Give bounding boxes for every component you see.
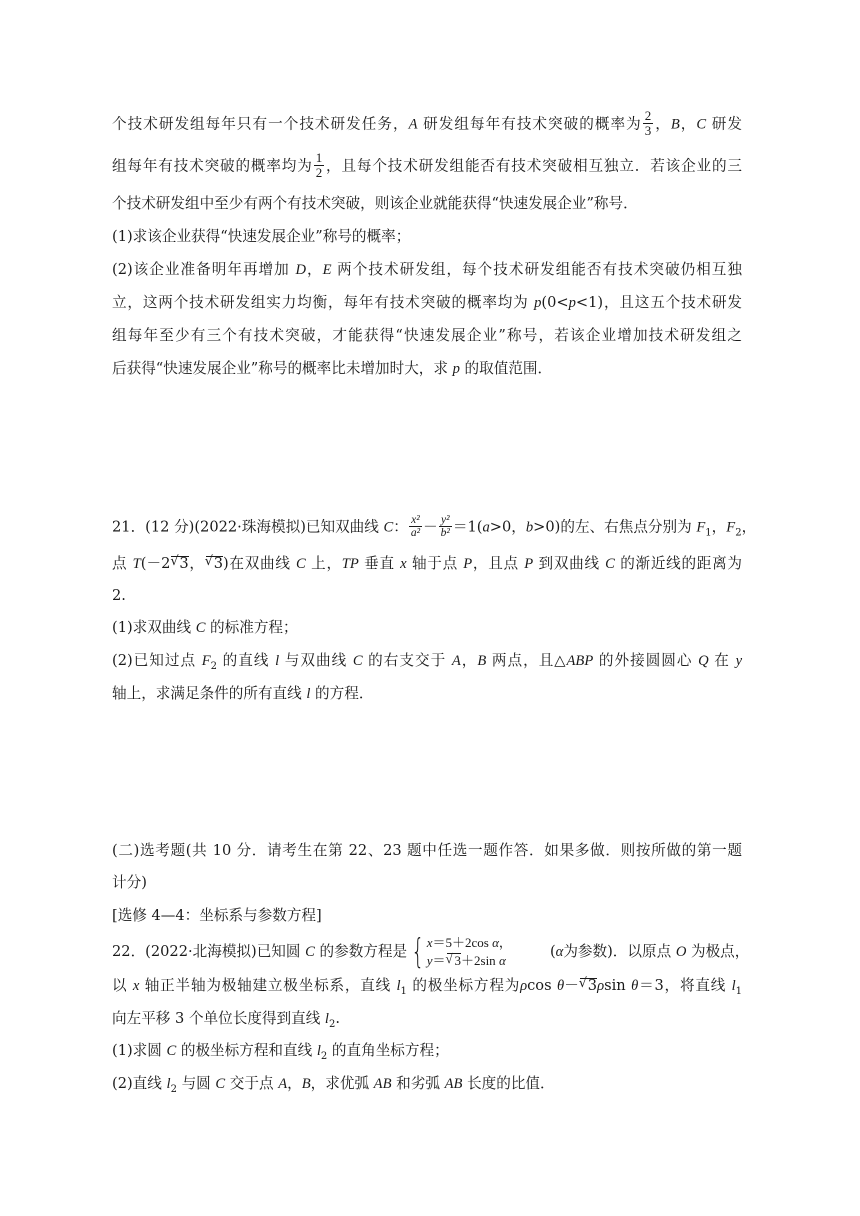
- parametric-system: [407, 934, 512, 970]
- q20-part-2-line-3: 组每年至少有三个有技术突破，才能获得“快速发展企业”称号，若该企业增加技术研发组之: [112, 327, 742, 344]
- fraction-x2-a2: $\frac{\text{x²}}{\text{a²}}$: [410, 514, 421, 539]
- q20-part-2-line-1: (2)该企业准备明年再增加 D，E 两个技术研发组，每个技术研发组能否有技术突破仍相互独: [112, 261, 742, 278]
- system-row-2: y＝√ 3＋2sin α: [427, 952, 512, 970]
- q20-part-2-line-2: 立，这两个技术研发组实力均衡，每年有技术突破的概率均为 p(0<p<1)，且这五个技术研发: [112, 294, 742, 311]
- left-brace-icon: {: [411, 932, 425, 972]
- q22-line-1: 22．(2022·北海模拟)已知圆 C 的参数方程是 { x＝5＋2cos α， y＝√ 3＋2sin α (α为参数)．以原点 O 为极点，: [112, 932, 742, 972]
- q22-line-2: 以 x 轴正半轴为极轴建立极坐标系，直线 $l_1$ 的极坐标方程为ρcos θ－√ 3ρsin θ＝3，将直线 $l_1$: [112, 975, 742, 1003]
- q21-line-1: 21．(12 分)(2022·珠海模拟)已知双曲线 C： $\frac{\text{x²}}{\text{a²}}$ － $\frac{\text{y²}}{\text{b²}}$ ＝1(a>0，b>0)的左、右焦点分别为 $F_1$，$F_2$，: [112, 514, 757, 539]
- fraction-one-half: $\frac{1}{2}$: [315, 150, 323, 180]
- q20-line-2: 组每年有技术突破的概率均为 $\frac{1}{2}$ ，且每个技术研发组能否有技术突破相互独立．若该企业的三: [112, 150, 742, 180]
- q21-part-1: (1)求双曲线 C 的标准方程；: [112, 619, 298, 636]
- q22-part-1: (1)求圆 C 的极坐标方程和直线 $l_2$ 的直角坐标方程；: [112, 1042, 449, 1062]
- q21-line-2: 点 T(－2√ 3，√ 3)在双曲线 C 上，TP 垂直 x 轴于点 P，且点 P 到双曲线 C 的渐近线的距离为: [112, 553, 742, 575]
- q21-part-2-line-1: (2)已知过点 $F_2$ 的直线 l 与双曲线 C 的右支交于 A，B 两点，且△ABP 的外接圆圆心 Q 在 y: [112, 652, 743, 672]
- section2-line-1: (二)选考题(共 10 分．请考生在第 22、23 题中任选一题作答．如果多做．则按所做的第一题: [112, 842, 742, 859]
- fraction-y2-b2: $\frac{\text{y²}}{\text{b²}}$: [440, 514, 450, 539]
- q22-line-3: 向左平移 3 个单位长度得到直线 $l_2$.: [112, 1010, 340, 1030]
- fraction-two-thirds: $\frac{2}{3}$: [644, 108, 652, 138]
- q20-part-1: (1)求该企业获得“快速发展企业”称号的概率；: [112, 228, 411, 245]
- section2-line-2: 计分): [112, 874, 147, 891]
- sqrt-3: √ 3: [580, 978, 597, 993]
- q20-part-2-line-4: 后获得“快速发展企业”称号的概率比未增加时大，求 p 的取值范围．: [112, 360, 553, 377]
- q21-part-2-line-2: 轴上，求满足条件的所有直线 l 的方程．: [112, 685, 374, 702]
- sqrt-3: √ 3: [206, 556, 223, 571]
- system-row-1: x＝5＋2cos α，: [426, 935, 512, 950]
- q20-line-3: 个技术研发组中至少有两个有技术突破，则该企业就能获得“快速发展企业”称号．: [112, 195, 638, 212]
- q22-part-2: (2)直线 $l_2$ 与圆 C 交于点 A，B，求优弧 AB 和劣弧 AB 长度的比值．: [112, 1075, 555, 1095]
- section2-heading: [选修 4—4：坐标系与参数方程]: [112, 907, 322, 924]
- q21-line-3: 2.: [112, 587, 126, 604]
- q20-line-1: 个技术研发组每年只有一个技术研发任务，A 研发组每年有技术突破的概率为 $\frac{2}{3}$ ，B，C 研发: [112, 108, 742, 138]
- sqrt-3: √ 3: [171, 556, 188, 571]
